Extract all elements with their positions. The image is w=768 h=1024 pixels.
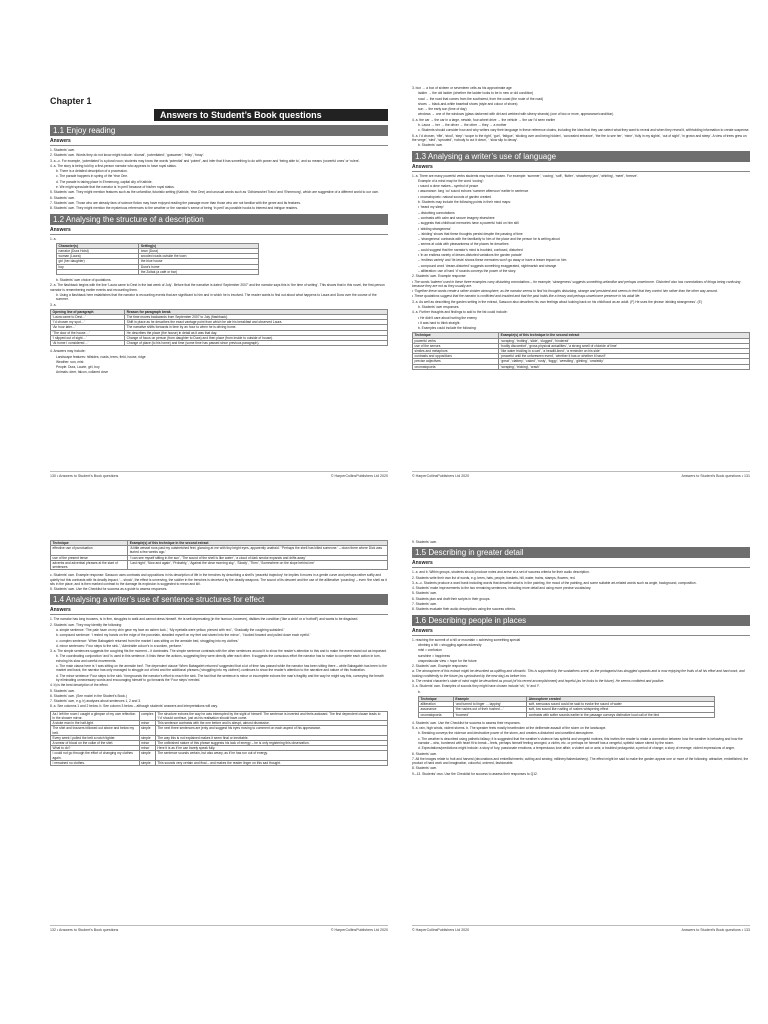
answer-line: 1. Students’ own. [50,148,76,152]
answer-line: 1. reaching the summit of a hill or mountain = achieving something special [412,637,521,642]
answer-line: • ‘heard my sleep’ [418,205,445,210]
table-cell: powerful verbs [413,338,499,343]
column-header: Atmosphere created [527,696,715,701]
table-cell: He describes the place (the house) in detail as it was that day. [125,330,388,335]
table-cell: similes and metaphors [413,349,499,354]
answer-line: mist = confusion [418,648,442,653]
answer-list [50,148,388,211]
table-cell: Shift in place as he describes the exact vantage point from which he ate his breakfast and observed Laura. [125,320,388,325]
answer-list [412,721,750,776]
answer-line: • ‘Together these words create a rather sinister atmosphere, as the narrator seems to find his thoughts disturbing, strange and persistent and seems to feel that they control him rather than the other way around. [412,289,718,294]
table-cell: ‘A little wessel runs past my outstretched feet, glancing at me with tiny bright eyes, apparently unafraid.’ ‘Perhaps the shell has killed someone.’ – down there where Dick was buried a few weeks ago.’ [128,546,388,555]
answer-line: 4. a. Further thoughts and findings to add to the list could include: [412,310,508,315]
answer-line: 4. b) is the best description of the effect. [50,683,109,688]
table-cell: This sentence contrasts with the one before and is abrupt, almost dismissive. [155,721,387,726]
table-cell: ‘An hour later…’ [51,325,125,330]
answer-line: b. Using a flashback here establishes that the narrator is recounting events that are significant to him and in which he is involved. The reader wants to find out about what happens to Laura and Dura over the course of the summer. [56,292,377,302]
answer-line: 3. a. Students’ own. Examples of sounds they might have chosen include ‘sh’, ‘b’ and ‘f’. [412,684,541,689]
answer-line: b. Students’ own responses. [418,304,460,309]
answer-line: 2. Students’ own. Example responses: [412,664,468,669]
answer-line: b. Students’ own choice of quotations. [56,278,112,283]
section-heading-1-4: 1.4 Analysing a writer’s use of sentence structures for effect [50,594,388,605]
answer-line: climbing a hill = struggling against adversity [418,642,482,647]
table-row [51,760,388,765]
table-cell: ‘I’d chosen my spot…’ [51,320,125,325]
answer-line: 4. a. The story is being told by a first-person narrator who appears to have royal status. [50,163,177,168]
table-cell: wooded roads outside the town [139,254,258,259]
answer-line: b. Students’ own. [418,143,444,148]
answers-label: Answers [50,227,388,235]
column-header: Example(s) of this technique in the second extract [128,541,388,546]
chapter-heading: Chapter 1 [50,96,92,106]
footer-right: © HarperCollinsPublishers Ltd 2020 [330,474,388,478]
answer-line: b. There is a detailed description of a procession. [56,169,128,174]
table-cell: woman (Laura) [57,254,139,259]
table-cell: ‘I slipped out of sight…’ [51,335,125,340]
section-heading-1-6: 1.6 Describing people in places [412,615,750,626]
answer-list [412,684,750,694]
table-cell: town (Dura) [139,249,258,254]
table-cell: complex [139,711,155,720]
column-header: Reason for paragraph break [125,309,388,314]
answer-line: 6. Students’ own. (See model in the Student’s Book.) [50,693,127,698]
answer-line: – could suggest that the narrator’s mind is troubled, confused, disturbed [418,247,523,252]
answer-list [50,573,388,591]
answer-line: d. Expectations/predictions might include: a story of fury, passionate emotions; a tempestuous love affair; a violent act or acts; a troubled protagonist; a period of change; a story of revenge; violent expressions of anger. [418,746,735,751]
table-cell: onomatopoeia [413,364,499,369]
table-cell: alliteration [419,702,454,707]
answer-line: 2. a. The flashback begins with the line ‘Laura came to Dest in the last week of July’. Before that the narrative is dated ‘September 2007’ and the narrator says this is ‘the time of writing’. This shows that in this novel, the first-person narrator is remembering earlier events and recounting them. [50,283,385,292]
table-cell: simple [139,760,155,765]
table-cell: ‘The door of the house…’ [51,330,125,335]
answer-line: • These quotations suggest that the narrator is conflicted and troubled and that the past holds like a heavy and perhaps unwelcome presence in his adult life. [412,294,641,299]
table-cell: The structure echoes the way he was interrupted by the sight of himself. The sentence is inverted and feels awkward. The first dependent clause leads to ‘I’d’ should continue, just as his realisation should have come. [155,711,387,720]
table-cell: effective use of punctuation [51,546,128,555]
table-cell: contrasts and oppositions [413,354,499,359]
footer-right: Answers to Student’s Book questions • 131 [681,474,750,478]
table-cell [57,269,139,274]
answer-line: d. The minor sentence ‘Four steps to the sink.’ foregrounds the narrator’s effort to reach the sink. The fact that the sentence is minor or incomplete echoes the man’s fragility and the way he might say this, conveying the breath by eliminating unnecessary words and encouraging himself to go forwards the ‘Four steps’ needed. [56,673,384,682]
answer-line: 2. Students’ own. Example response: [412,274,467,279]
table-cell: use of the senses [413,343,499,348]
table-cell: The next three sentences are jerky and suggest his eyes moving to comment on each aspect of his appearance. [155,726,387,735]
answer-list [412,300,750,331]
table-cell: onomatopoeia [419,712,454,717]
column-header: Technique [51,541,128,546]
answer-list [50,278,388,307]
answer-line: 3. a. [50,302,57,307]
table-cell: ‘scraping’, ‘tricking’, ‘crash’ [499,364,750,369]
answer-line: 7. All the images relate to fruit and harvest (decorations and embellishments; cutting and sewing; millinery/haberdashery). The effect might be said to make the garden appear one or more of the following: attractive, embellished, the product of hard work and imagination, colourful, ordered, fashionable. [412,756,749,766]
answer-line: Animals: deer, falcon, collared dove [56,370,109,375]
answer-list [412,174,750,279]
table-cell: The unfinished nature of this phrase suggests his lack of energy – he is only registering this observation. [155,740,387,745]
answer-list [412,570,750,611]
section-heading-1-5: 1.5 Describing in greater detail [412,547,750,558]
table-cell: Every week I pulled the belt a notch tighter. [51,735,140,740]
table-row [51,560,388,569]
table-cell: A smear of blood on the collar of the shirt. [51,740,140,745]
table-cell: the Zoltak (a café or bar) [139,269,258,274]
answer-line: d. minor sentences: ‘Four steps to the sink.’, ‘Admirable colour’s in a sunken, perfume.’ [56,643,183,648]
table-cell: precise adjectives [413,359,499,364]
answers-label: Answers [412,628,750,636]
table-cell: ‘At home I considered…’ [51,341,125,346]
answer-line: 3. box → a box of sixteen or seventeen cells as his approximate age [412,86,512,90]
answer-line: Example of a mind map for the word ‘cooing’: [418,178,484,183]
answers-label: Answers [412,560,750,568]
answer-line: 8. Students evaluate their audio descriptions using the success criteria. [412,607,516,612]
answer-line: a. simple sentence: ‘The pale haze on my chin gave my face an ashen look.’, ‘My eyeballs were yellow, pierced with red.’, ‘Gradually the coughing subsided.’ [56,628,285,632]
answer-line: 5. a. rain, high winds, violent storms. b. The speaker feels mostly heartbroken at the deliberate assault of the storm on the landscape. [412,726,607,731]
answer-line: • sound a dove makes – symbol of peace [418,184,479,189]
table-cell: The shirt and trousers billowed out above and below my belt. [51,726,140,735]
book-page-132 [50,540,388,932]
example-response [412,669,750,683]
table-cell: soft, sensuous sound could be said to evoke the sound of water [527,702,715,707]
answer-line: 4. a. the car → the car in a large, newish, four-wheel drive → the vehicle → the car I’d seen earlier [412,117,556,122]
answer-line: • ‘abiding strangeness’ [418,226,452,231]
footer-left: © HarperCollinsPublishers Ltd 2020 [412,474,470,478]
table-cell: As I left the room I caught a glimpse of my own reflection in the shower mirror. [51,711,140,720]
table-cell: soft, low sound like rustling of rushes whispering effect [527,707,715,712]
answer-line: b. Students may include the following points in their mind maps: [418,200,511,205]
answer-line: c. The parade happens in spring of the Year One. [56,174,128,179]
section-heading-1-3: 1.3 Analysing a writer’s use of language [412,151,750,162]
table-cell: use of the present tense [51,555,128,560]
table-cell: simple [139,751,155,760]
answer-line: – ‘abiding’ shows that these thoughts persist despite the passing of time [418,231,523,236]
table-cell: ‘and turned to linger … lapping’ [453,702,526,707]
book-page-133 [412,540,750,932]
table-cell: ‘the rushes out of their hushed…’ [453,707,526,712]
answer-line: 1. a. [50,236,57,241]
table-cell: minor [139,746,155,751]
answer-line: • The words ‘baleem’ used in these three examples carry disturbing connotations – for example, ‘strangeness’ suggests something unfamiliar and perhaps unwelcome. ‘Distorted’ also has connotations of things being confusing because they are not as they usually are. [412,279,741,288]
table-cell: girl (her daughter) [57,259,139,264]
answers-label: Answers [50,138,388,146]
sound-technique-table [418,696,715,718]
answer-line: b. Breaking conveys the violence and destructive power of the storm, and creates a disturbed and unsettled atmosphere. [418,731,594,736]
table-cell: ‘like water trickling in a cart’, ‘a headlit-lined’, ‘a reminder on his side’ [499,349,750,354]
table-row [51,711,388,720]
answer-line: 1. The narrator has long trousers, is in firm, struggles to walk and cannot dress himself. He is self-deprecating (in the humour, however), dislikes the condition (‘like a child’ or a ‘hothoff’) and wants to be disguised. [50,617,359,622]
answer-line: – compound word ‘dream-distorted’ suggests something exaggerated, nightmarish and strange [418,263,557,268]
table-cell: What to do? [51,746,140,751]
table-cell: ‘I can see myself sitting in the sun’, ‘The sound of the shell is like water’, ‘a cloud of dark smoke expands and drifts away’ [128,555,388,560]
table-cell: I remained no clothes. [51,760,140,765]
answer-line: 5. Students’ own. [50,688,76,693]
footer-right: © HarperCollinsPublishers Ltd 2020 [330,928,388,932]
table-cell: I could not go through the effort of changing my clothes again. [51,751,140,760]
answers-banner: Answers to Student’s Book questions [154,109,388,121]
paragraph-break-table [50,309,388,346]
answer-line: sunshine = happiness [418,653,450,658]
footer-left: © HarperCollinsPublishers Ltd 2020 [412,928,470,932]
table-cell: Dura’s home [139,264,258,269]
page-footer [50,471,388,478]
table-row [413,364,750,369]
table-cell: ‘boomed’ [453,712,526,717]
page-footer [50,925,388,932]
answer-line: 8. a. See columns 1 and 2 below. b. See column 3 below – although students’ answers and interpretations will vary. [50,704,218,709]
book-page-130 [50,86,388,478]
answer-line: c. The main clause here is ‘I was sitting on the armside bed’. The dependent clause ‘When Babagaleh returned’ suggested that a lot of time has passed while the narrator has been sitting there – while Babagaleh has been to the market and back, the narrator has only managed to struggle out of bed and the additional phrases (‘struggling into my clothes’) continues to show the reader’s attention to the narrative and nature of this frustration. [56,664,387,673]
table-row [51,341,388,346]
table-cell: minor [139,721,155,726]
table-cell: A stoke man in the half-light. [51,721,140,726]
answer-line: – contrasts with calm and secure imagery elsewhere [418,215,495,220]
table-row [51,751,388,760]
answer-line: 2. Students’ own. They may identify the following: [50,622,123,627]
answer-line: 2. Students write their own list of words, e.g. trees, hats, people, baskets, hill, water, trains, stamps, flowers, red. [412,575,576,580]
answer-line: 4. Students’ own. Use the Checklist for success to assess their responses. [412,720,521,725]
answer-line: – disturbing connotations [418,210,455,215]
answer-line: c. complex sentence: ‘When Babagaleh returned from the market I was sitting on the armside bed, struggling into my clothes.’ [56,638,240,643]
page-footer [412,925,750,932]
column-header: Example [453,696,526,701]
table-cell: The way this is not explained makes it seem final or inevitable. [155,735,387,740]
answer-line: 9.–13. Students’ own. Use the Checklist for success to assess their responses to Q12. [412,771,538,776]
answer-line: • He didn’t care about hurting the enemy [418,315,477,320]
answer-line: 3. a.–c. Students produce a word bank including words that describe what is in the painting, the mood of the painting, and some suitable art-related words such as angle, background, composition. [412,580,697,585]
table-cell: ‘Laura came to Dest…’ [51,315,125,320]
answer-line: a. The atmosphere of this extract might be described as uplifting and climactic. This is supported by the sunbathers scent, as the protagonist has struggled upwards and is now enjoying the fruits of all his effort and hard work, and looking confidently to the future (as symbolised by the new day) as before him. [412,669,745,678]
answer-line: d. The parade is taking place in Ehmenong, capital city of Kathide. [56,179,153,184]
answer-line: 5. Students’ own. [412,591,438,596]
footer-left: 132 • Answers to Student’s Book questions [50,928,119,932]
table-cell: This sounds very certain and final – and makes the reader linger on this sad thought. [155,760,387,765]
answer-line: 3. a.–c. For example, ‘potentiated’ is a plural noun; students may know the words ‘potential’ and ‘potent’, and infer that it has something to do with power and ‘being able to’, and so means ‘powerful ones’ or ‘rulers’. [50,158,361,163]
answer-line: sun → the early sun (time of day) [418,107,467,112]
answer-line: 8. Students’ own. [412,766,438,771]
answer-line: b. [418,689,421,694]
answer-line: 1. a. and b. Within groups, students should produce notes and arrive at a set of success criteria for their audio description. [412,570,590,575]
table-cell: narrator (Dura Holst) [57,249,139,254]
answer-line: c. Students should consider how and why writers vary their language in these reference chains, including the idea that they can select what they want to reveal and when they reveal it, withholding information to create suspense. [418,128,750,133]
answer-line: 5. a. I’d chosen, ‘rifle’, ‘stool’, ‘step’: ‘scope to the right’, ‘gun’, ‘fatigue’, ‘sticking over and being hidden’, ‘concealed entrance’, ‘the fire to see her’, ‘mine’, ‘fully in my sights’, ‘out of sight’, ‘in grown and steep’. A view of trees grew on the verge’, ‘sled’, ‘sprouted’, ‘nobody to cut it down’, ‘ ‘slow slip to decay’. [412,133,747,142]
answer-line: b. Examples could include the following: [418,326,477,331]
answer-line: ladder → the old ladder (whether the ladder looks to be in new or old condition) [418,91,534,96]
example-response [412,280,750,299]
sentence-analysis-table [50,711,388,766]
table-row [57,269,259,274]
table-cell: assonance [419,707,454,712]
answers-label: Answers [412,164,750,172]
answer-line: 6. Students’ own. [412,751,438,756]
table-cell: simple [139,735,155,740]
table-cell: adverbs and adverbial phrases at the start of sentences [51,560,128,569]
table-cell: Here it is as if he can barely speak fully. [155,746,387,751]
answer-line: b. The central character’s state of mind might be described as proud (of his recent accomplishment) and hopeful (as he looks to the future). He seems confident and positive. [412,679,665,684]
column-header: Opening line of paragraph [51,309,125,314]
answer-line: • ‘in an endless variety of dream-distorted variations the garden parade’ [418,253,523,258]
technique-table [50,540,388,570]
answer-line: b. The coordinating conjunction ‘and’ is used in this sentence. It links these the actions, suggesting they were directly after each other. It suggests the conscious effort the narrator has to make to complete each action in turn, echoing his slow and careful movements. [56,654,381,663]
answer-line: – ‘endless variety’ and ‘lie-tests’ shows these memories won’t go away or have a lesser impact on him [418,258,567,263]
answer-line: – suggests that childhood memories have a powerful hold on him still [418,221,519,226]
answer-line: 3. a. As well as describing the garden setting in the extract, Sassoon also describes his own feelings about looking back on his childhood as an adult. (F) He uses the phrase ‘abiding strangeness’. (E) [412,299,702,304]
answer-line: road → the road that comes from the southwest, from the coast (the route of the road) [418,96,544,101]
answer-list [412,638,750,669]
answer-line: 4. Answers may include: [50,349,86,354]
answer-line: 6. Students’ own. [50,195,76,200]
table-cell: simple [139,726,155,735]
column-header: Technique [419,696,454,701]
footer-left: 130 • Answers to Student’s Book questions [50,474,119,478]
answer-line: b. Laura → her → the driver → the other → they → a mother [418,123,507,128]
column-header: Technique [413,333,499,338]
answer-line: unspectacular view = hope for the future [418,658,477,663]
answer-line: – ‘strangeness’ contrasts with the familiarity to him of the place and the person he is writing about [418,237,560,242]
characters-settings-table [56,243,259,275]
table-cell: ‘Last night’, ‘Now and again’, ‘Probably,’, ‘Against the clear morning sky,’, ‘Slowly’, ‘Then’, ‘Somewhere on the slope behind me’ [128,560,388,569]
answer-line: 7. Students’ own. Those who are already fans of science fiction may have enjoyed reading the passage more than those who are not familiar with the genre and its features. [50,200,301,205]
table-cell: Change of place (to his home) and time (some time has passed since previous paragraph). [125,341,388,346]
section-heading-1-1: 1.1 Enjoy reading [50,125,388,136]
answer-line: b. compound sentence: ‘I rested my hands on the edge of the porcelain, steadied myself on my feet and stared into the mirror.’, ‘I looked forward and pulled down each eyelid.’ [56,633,311,638]
answer-line: 9. Students’ own. [412,540,438,544]
answer-line: – seems at odds with pleasantness of the places he describes [418,242,509,247]
answer-line: People: Dura, Laurie, girl, boy [56,365,100,370]
answer-line: shoes → black-and-white baseball shoes (style and colour of shoes) [418,101,518,106]
answer-line: 8. Students’ own. They might mention the mysterious references to the weather or the narrator’s sense of being ‘in peril’ as possible hooks to interest and intrigue readers. [50,206,298,211]
answer-line: 7. Students’ own, e.g. b) analyses about sentences 1, 2 and 3. [50,699,141,704]
answer-line: 5. Students’ own. Use the Checklist for success as a guide to assess responses. [50,587,168,592]
answer-line: 7. Students’ own. [412,602,438,607]
answer-line: e. We might speculate that the narrator is ‘in peril’ because of his/her royal status. [56,185,175,190]
answer-line: 1. a. There are many powerful verbs students may have chosen. For example: ‘summer’, ‘cooing’, ‘soft’, ‘flutter’, ‘strawberry jam’, ‘whirling’, ‘meet’, ‘breeze’. [412,173,639,178]
page-footer [412,471,750,478]
column-header: Setting(s) [139,243,258,248]
answer-line: • assonance: long ‘oo’ sound echoes ‘summer afternoon’ earlier in sentence [418,189,529,194]
answer-list [412,86,750,148]
table-cell: Change of focus on person (from daughter to Dura) and then place (from inside to outside of house). [125,335,388,340]
column-header: Example(s) of this technique in the second extract [499,333,750,338]
answer-line: • onomatopoeic: natural sounds of garden created [418,194,492,199]
table-cell: The time moves backwards from September 2007 to July (flashback). [125,315,388,320]
answer-line: 3. a. The simple sentences suggests the coughing fits the moment – it dominates. The simple sentence contrasts with the other sentences around it to show the reader’s attention to this and to make the event stand out as important. [50,649,387,654]
answers-label: Answers [50,607,388,615]
answer-line: • It was hard to think straight. [418,320,461,325]
table-cell: contrasts with softer sounds earlier in the passage conveys distinctive loud call of the bird [527,712,715,717]
table-cell: the blue house [139,259,258,264]
book-page-131 [412,86,750,478]
answer-line: – alliteration: use of hard ‘d’ sounds conveys the power of the story. [418,268,517,273]
table-cell: The narrative shifts forwards in time by an hour to when he is driving home. [125,325,388,330]
answer-list [50,617,388,708]
answer-line: 5. Students’ own. They might mention features such as the unfamiliar, futuristic setting (Kathide, Year One) and unusual words such as ‘Odhamoshet Travo’ and ‘Ehmenong’, which are suggestive of a different world to our own. [50,190,379,195]
table-cell: The sentence sounds certain, but also weary, as if he has run out of energy. [155,751,387,760]
table-cell: minor [139,740,155,745]
table-cell: ‘peaceful until the unforeseen event’, ‘whether it has or whether it hasn’t’ [499,354,750,359]
technique-table [412,332,750,369]
table-cell: ‘bodily discomfort’, ‘gross physical actualities’, ‘a strong smell of chloride of lime’ [499,343,750,348]
table-cell: boy [57,264,139,269]
table-cell: ‘great’, ‘clattery’, ‘caked’, ‘rusty’, ‘foggy’, ‘wrestling’, ‘glinting’, ‘unwieldy’ [499,359,750,364]
section-heading-1-2: 1.2 Analysing the structure of a description [50,214,388,225]
answer-line: windows → one of the windows (glass darkened with dirt and webbed with silvery strands) (one of two or more, appearance/condition) [418,112,614,117]
table-row [51,546,388,555]
answer-line: 4. Students’ make improvements to the two remaining sentences, including more detail and using more precise vocabulary. [412,586,592,591]
footer-right: Answers to Student’s Book questions • 133 [681,928,750,932]
answer-list [50,349,388,374]
answer-line: 2. Students’ own. Words they do not know might include: ‘diurnal’, ‘potentiated’, ‘gossamer’, ‘fritzy’, ‘foray’. [50,153,205,158]
answer-line: Landscape features: hillsides, roads, trees, field, house, ridge [56,354,146,359]
table-row [419,712,715,717]
answer-line: Weather: sun, mist [56,359,84,364]
table-cell: ‘scraping’, ‘trotting’, ‘slide’, ‘clogged’, ‘hindered’ [499,338,750,343]
answer-line: c. Students’ own. Example response: Sassoon uses contrasts and oppositions in his description of life in the trenches by describing a shell’s ‘peaceful trajectory’ he implies it moves in a gentle curve and perhaps rather softly and quietly but this contrasts with its deadly impact. ‘…shock’, the effect is unnerving, the soldier in the trenches is deceived by the deadly weapons. The sound of its descent and the use of the alliterative ‘pounding’ – even ‘the shell as it sits in the place, and is then marked contrast to the damage its explosion is suggested to mean and kill. [50,573,387,586]
answer-line: 6. Students plan and draft their scripts in their groups. [412,596,491,601]
column-header: Character(s) [57,243,139,248]
answer-line: c. The weather is described using pathetic fallacy; it is suggested that the weather’s violence has spiteful and vengeful motives, this invites the reader to make a connection between how the weather is behaving and how the narrator – who, burdened with heart fit to break – feels, perhaps himself feeling wronged, a victim, etc. or perhaps he himself has a vengeful, spiteful nature stirred by the storm. [418,736,743,745]
table-row [51,726,388,735]
